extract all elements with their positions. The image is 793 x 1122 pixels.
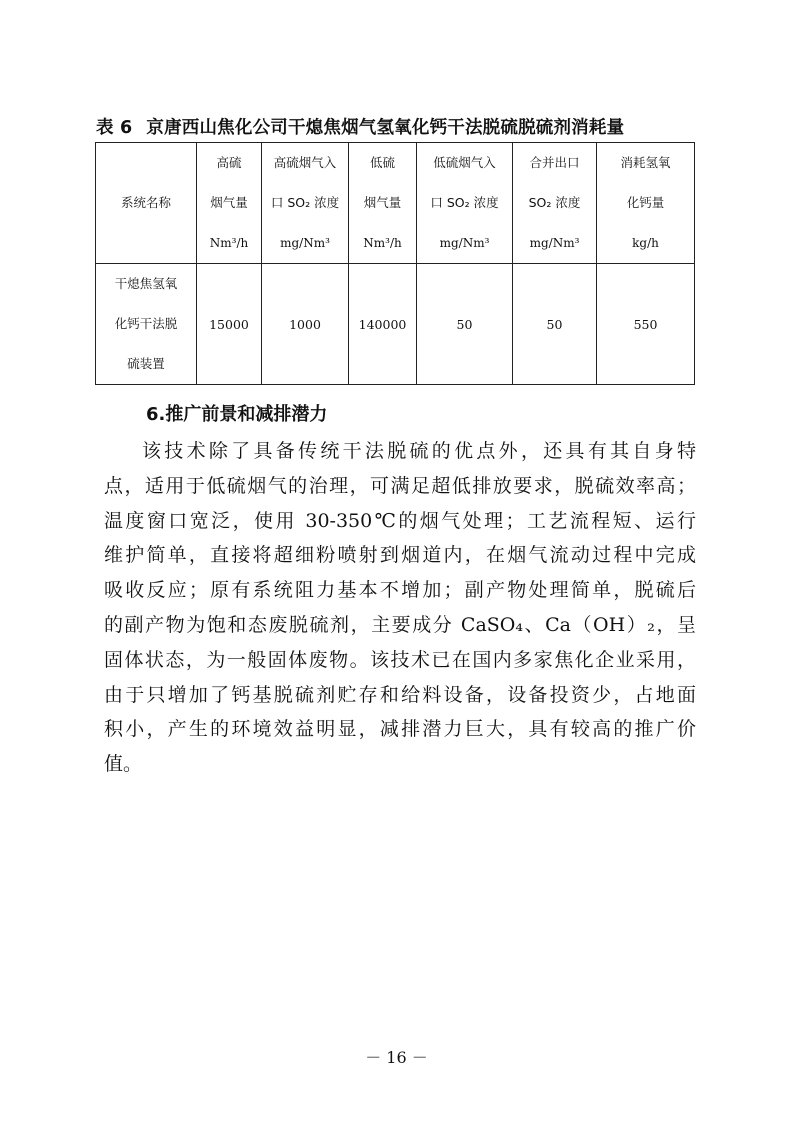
header-high-sulfur-so2: 高硫烟气入 口 SO₂ 浓度 mg/Nm³ xyxy=(262,143,349,264)
cell-high-sulfur-so2: 1000 xyxy=(262,264,349,385)
paragraph-line: 点，适用于低硫烟气的治理，可满足超低排放要求，脱硫效率高； xyxy=(104,474,696,497)
table-header-row xyxy=(96,143,695,264)
paragraph-line: 温度窗口宽泛，使用 30-350℃的烟气处理；工艺流程短、运行 xyxy=(104,509,696,532)
table-title: 京唐西山焦化公司干熄焦烟气氢氧化钙干法脱硫脱硫剂消耗量 xyxy=(146,118,625,138)
cell-low-sulfur-flow: 140000 xyxy=(349,264,417,385)
consumption-table xyxy=(95,142,695,385)
paragraph-line: 值。 xyxy=(104,753,143,776)
paragraph-line: 的副产物为饱和态废脱硫剂，主要成分 CaSO₄、Ca（OH）₂，呈 xyxy=(104,613,696,636)
header-calcium-hydroxide-consumption: 消耗氢氧 化钙量 kg/h xyxy=(597,143,695,264)
paragraph-line: 维护简单，直接将超细粉喷射到烟道内，在烟气流动过程中完成 xyxy=(104,544,696,567)
cell-high-sulfur-flow: 15000 xyxy=(197,264,262,385)
header-system-name: 系统名称 xyxy=(96,143,197,264)
cell-combined-outlet-so2: 50 xyxy=(513,264,597,385)
paragraph-line: 由于只增加了钙基脱硫剂贮存和给料设备，设备投资少，占地面 xyxy=(104,683,696,706)
table-number: 表 6 xyxy=(96,118,133,138)
paragraph-line: 固体状态，为一般固体废物。该技术已在国内多家焦化企业采用， xyxy=(104,648,696,671)
table-row xyxy=(96,264,695,385)
paragraph-line: 该技术除了具备传统干法脱硫的优点外，还具有其自身特 xyxy=(142,440,696,462)
paragraph-line: 积小，产生的环境效益明显，减排潜力巨大，具有较高的推广价 xyxy=(104,718,696,741)
header-high-sulfur-flow: 高硫 烟气量 Nm³/h xyxy=(197,143,262,264)
cell-system-name: 干熄焦氢氧 化钙干法脱 硫装置 xyxy=(96,264,197,385)
header-low-sulfur-flow: 低硫 烟气量 Nm³/h xyxy=(349,143,417,264)
section-heading: 6.推广前景和减排潜力 xyxy=(146,404,328,425)
cell-calcium-hydroxide-consumption: 550 xyxy=(597,264,695,385)
header-low-sulfur-so2: 低硫烟气入 口 SO₂ 浓度 mg/Nm³ xyxy=(417,143,513,264)
page-number: － 16 － xyxy=(365,1048,428,1067)
cell-low-sulfur-so2: 50 xyxy=(417,264,513,385)
header-combined-outlet-so2: 合并出口 SO₂ 浓度 mg/Nm³ xyxy=(513,143,597,264)
paragraph-line: 吸收反应；原有系统阻力基本不增加；副产物处理简单，脱硫后 xyxy=(104,579,696,602)
body-paragraph xyxy=(104,434,696,782)
table-caption xyxy=(96,114,696,139)
